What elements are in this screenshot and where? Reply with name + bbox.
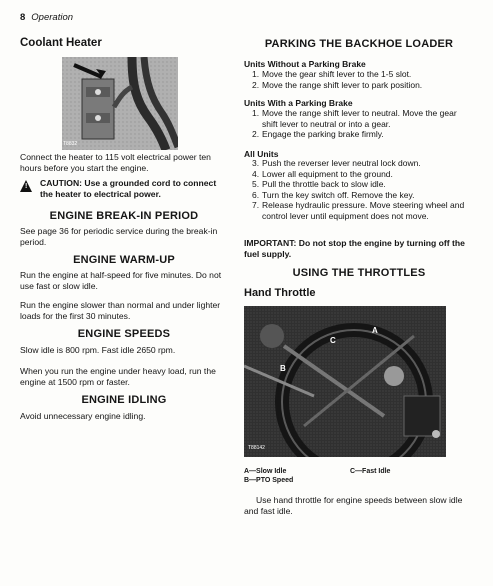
caption-b: B—PTO Speed [244, 477, 294, 484]
warm-up-text-2: Run the engine slower than normal and under lighter loads for the first 30 minutes. [20, 300, 221, 321]
important-note: IMPORTANT: Do not stop the engine by turning off the fuel supply. [244, 238, 465, 259]
section-name: Operation [31, 12, 74, 23]
without-brake-steps [252, 69, 474, 90]
warm-up-text-1: Run the engine at half-speed for five minutes. Do not use fast or slow idle. [20, 270, 222, 291]
coolant-photo-code: T8832 [63, 141, 78, 147]
with-brake-heading: Units With a Parking Brake [244, 98, 353, 108]
engine-speeds-text-1: Slow idle is 800 rpm. Fast idle 2650 rpm. [20, 345, 176, 355]
all-units-steps [252, 158, 474, 221]
list-item: 6. Turn the key switch off. Remove the key. [252, 189, 415, 200]
callout-c: C [330, 336, 336, 345]
throttle-text: Use hand throttle for engine speeds between slow idle and fast idle. [244, 495, 463, 516]
list-item: 2. Move the range shift lever to park position. [252, 79, 423, 90]
callout-a: A [372, 326, 378, 335]
hand-throttle-subtitle: Hand Throttle [244, 287, 316, 299]
all-units-heading: All Units [244, 149, 279, 159]
list-item: 5. Pull the throttle back to slow idle. [252, 179, 386, 189]
engine-idling-text: Avoid unnecessary engine idling. [20, 411, 146, 421]
caption-a: A—Slow Idle [244, 468, 287, 475]
callout-b: B [280, 364, 286, 373]
caption-c: C—Fast Idle [350, 468, 391, 475]
list-item: 3. Push the reverser lever neutral lock down. [252, 158, 421, 168]
list-item: 7. Release hydraulic pressure. Move steering wheel and control lever until equipment does not move. [252, 200, 465, 221]
warm-up-title: ENGINE WARM-UP [73, 254, 175, 266]
with-brake-steps [252, 108, 474, 140]
page-number: 8 [20, 12, 26, 23]
coolant-heater-title: Coolant Heater [20, 37, 102, 49]
throttle-photo [244, 306, 446, 457]
engine-speeds-text-2: When you run the engine under heavy load, run the engine at 1500 rpm or faster. [20, 366, 216, 387]
page-header [20, 12, 73, 23]
caution-text: CAUTION: Use a grounded cord to connect the heater to electrical power. [40, 178, 217, 199]
list-item: 4. Lower all equipment to the ground. [252, 168, 393, 179]
warning-icon: ! [20, 180, 32, 192]
break-in-title: ENGINE BREAK-IN PERIOD [49, 210, 199, 222]
list-item: 1. Move the range shift lever to neutral. Move the gear shift lever to neutral or into a gear. [252, 108, 457, 129]
caution-block [20, 178, 226, 200]
engine-speeds-title: ENGINE SPEEDS [77, 328, 171, 340]
list-item: 1. Move the gear shift lever to the 1-5 slot. [252, 69, 412, 79]
coolant-heater-text: Connect the heater to 115 volt electrical power ten hours before you start the engine. [20, 152, 211, 173]
throttles-title: USING THE THROTTLES [292, 267, 426, 279]
throttle-photo-code: T88142 [248, 445, 265, 451]
parking-title: PARKING THE BACKHOE LOADER [264, 38, 454, 50]
break-in-text: See page 36 for periodic service during the break-in period. [20, 226, 218, 247]
without-brake-heading: Units Without a Parking Brake [244, 59, 366, 69]
list-item: 2. Engage the parking brake firmly. [252, 129, 384, 139]
engine-idling-title: ENGINE IDLING [81, 394, 167, 406]
coolant-heater-photo [62, 57, 178, 150]
